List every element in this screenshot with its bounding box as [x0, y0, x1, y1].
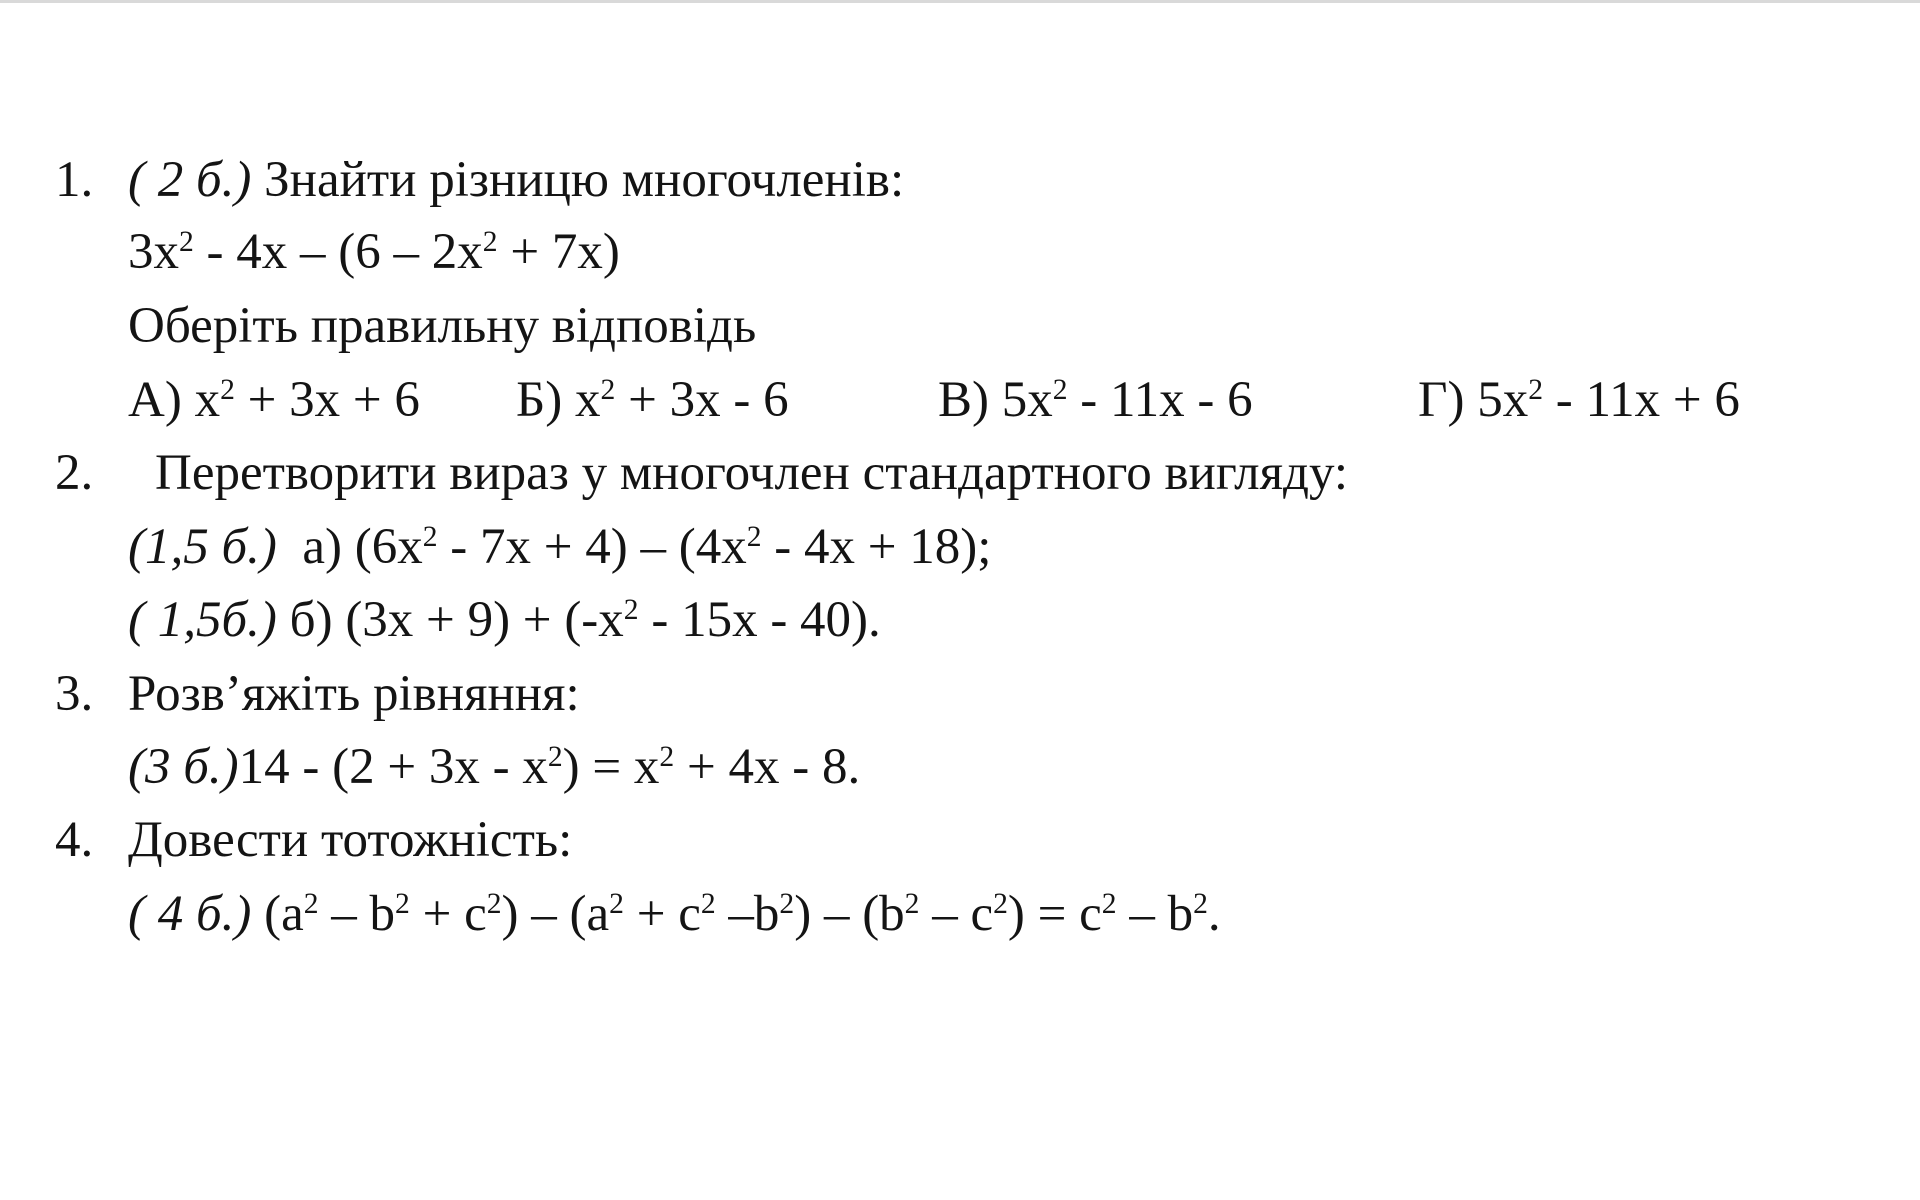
task-4-title: Довести тотожність: — [128, 812, 573, 868]
task-1-expression: $3x^2 - 4x - (6 - 2x^2 + 7x)$ — [128, 224, 620, 280]
task-3-number: 3. — [55, 666, 94, 722]
task-1-points: ( 2 б.) — [128, 152, 252, 208]
task-1-title: Знайти різницю многочленів: — [264, 152, 905, 208]
task-4-number: 4. — [55, 812, 94, 868]
task-2a-label: а) — [302, 519, 342, 575]
task-2b-expression: $(3x + 9) + (-x^2 - 15x - 40)$. — [345, 592, 881, 648]
task-4-points: ( 4 б.) — [128, 886, 252, 942]
option-c: В) $5x^2 - 11x - 6$ — [938, 372, 1253, 428]
task-1-number: 1. — [55, 152, 94, 208]
task-1-heading — [128, 150, 904, 210]
task-4-identity — [128, 884, 1221, 944]
task-3-points: (3 б.) — [128, 739, 239, 795]
task-4-expression: $(a^2 - b^2 + c^2) - (a^2 + c^2$ $-b^2) - (b^2 - c^2) = c^2 - b^2$. — [264, 886, 1221, 942]
task-3-equation — [128, 737, 860, 797]
task-2a-points: (1,5 б.) — [128, 519, 277, 575]
task-2b-label: б) — [289, 592, 333, 648]
option-b: Б) $x^2 + 3x - 6$ — [516, 372, 789, 428]
task-2b-points: ( 1,5б.) — [128, 592, 277, 648]
task-2-title: Перетворити вираз у многочлен стандартного вигляду: — [155, 445, 1348, 501]
task-2-part-a — [128, 517, 991, 577]
task-2-part-b — [128, 590, 881, 650]
option-a: А) $x^2 + 3x + 6$ — [128, 372, 420, 428]
task-3-title: Розв’яжіть рівняння: — [128, 666, 580, 722]
task-3-expression: $14 - (2 + 3x - x^2) = x^2 + 4x - 8$. — [238, 739, 861, 795]
option-d: Г) $5x^2 - 11x + 6$ — [1418, 372, 1740, 428]
task-2a-expression: $(6x^2 - 7x + 4) - (4x^2 - 4x + 18)$; — [354, 519, 992, 575]
task-2-number: 2. — [55, 445, 94, 501]
task-1-options — [128, 370, 1828, 430]
task-1-prompt: Оберіть правильну відповідь — [128, 298, 757, 354]
